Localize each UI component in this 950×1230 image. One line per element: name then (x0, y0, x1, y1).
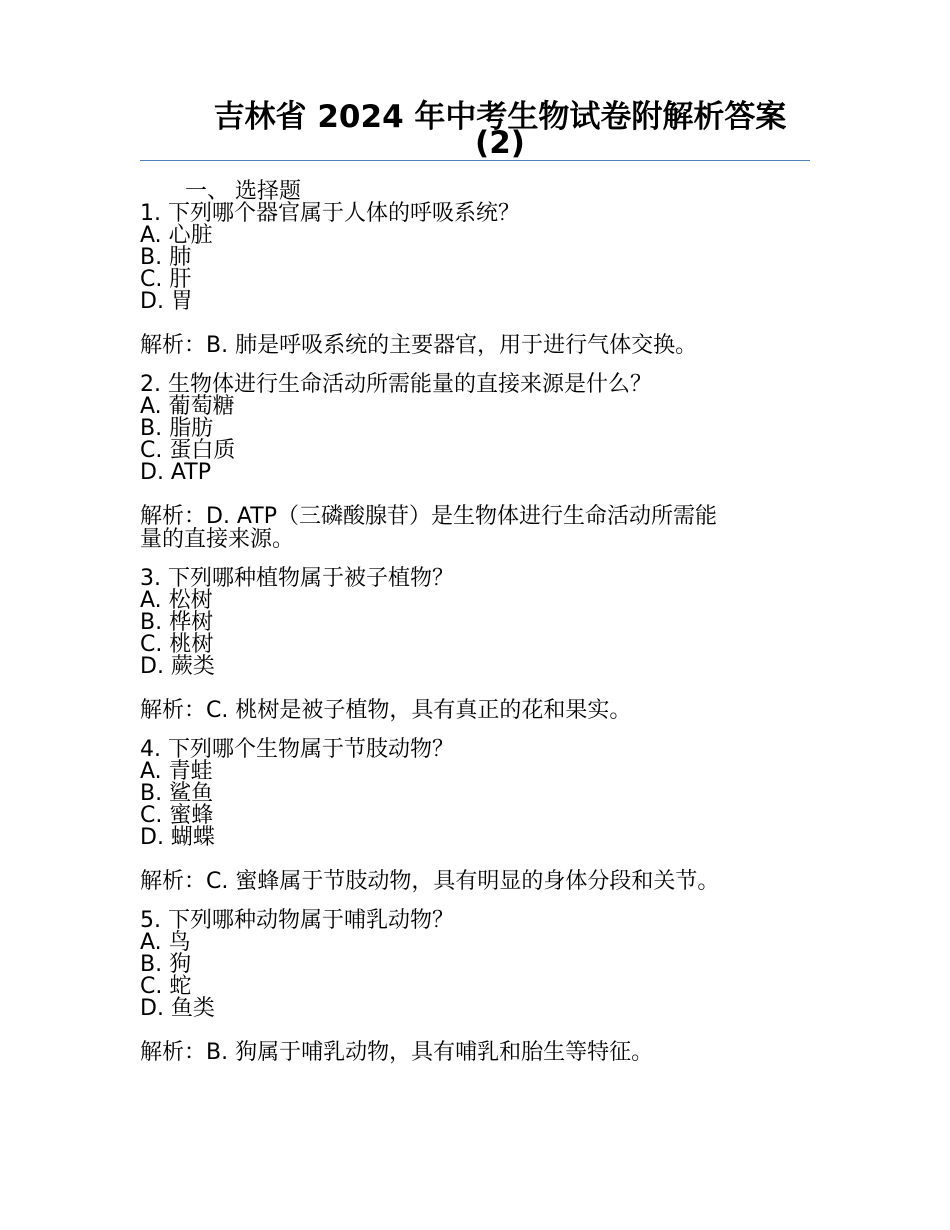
section-number: 一、 (185, 179, 230, 204)
option-d: D. 蕨类 (140, 654, 215, 679)
option-d: D. ATP (140, 460, 211, 485)
option-a: A. 葡萄糖 (140, 394, 235, 419)
option-b: B. 肺 (140, 245, 192, 270)
answer-analysis: 解析：C. 蜜蜂属于节肢动物，具有明显的身体分段和关节。 (140, 869, 720, 894)
option-a: A. 鸟 (140, 930, 191, 955)
option-c: C. 蜜蜂 (140, 803, 214, 828)
option-d: D. 蝴蝶 (140, 825, 215, 850)
option-c: C. 肝 (140, 267, 192, 292)
question-text: 3. 下列哪种植物属于被子植物？ (140, 566, 454, 591)
answer-analysis: 解析：B. 肺是呼吸系统的主要器官，用于进行气体交换。 (140, 333, 698, 358)
question-text: 2. 生物体进行生命活动所需能量的直接来源是什么？ (140, 372, 652, 397)
option-a: A. 松树 (140, 588, 213, 613)
question-block (140, 739, 820, 893)
title-divider (140, 160, 810, 161)
option-d: D. 鱼类 (140, 996, 215, 1021)
question-text: 4. 下列哪个生物属于节肢动物？ (140, 737, 454, 762)
option-c: C. 蛇 (140, 974, 192, 999)
analysis-line-1: 解析：D. ATP（三磷酸腺苷）是生物体进行生命活动所需能 (140, 504, 717, 529)
question-block (140, 374, 820, 551)
document-body (140, 181, 820, 1081)
question-block (140, 203, 820, 357)
option-a: A. 心脏 (140, 223, 213, 248)
question-block (140, 910, 820, 1064)
section-label: 选择题 (235, 179, 302, 204)
answer-analysis: 解析：C. 桃树是被子植物，具有真正的花和果实。 (140, 698, 632, 723)
question-block (140, 568, 820, 722)
option-b: B. 鲨鱼 (140, 781, 214, 806)
question-text: 1. 下列哪个器官属于人体的呼吸系统？ (140, 201, 520, 226)
analysis-line-2: 量的直接来源。 (140, 527, 295, 552)
option-d: D. 胃 (140, 289, 193, 314)
question-text: 5. 下列哪种动物属于哺乳动物？ (140, 908, 454, 933)
section-heading (185, 181, 820, 203)
answer-analysis: 解析：B. 狗属于哺乳动物，具有哺乳和胎生等特征。 (140, 1040, 654, 1065)
document-title (140, 99, 860, 161)
answer-analysis (140, 505, 820, 551)
option-b: B. 脂肪 (140, 416, 214, 441)
title-line-1: 吉林省 2024 年中考生物试卷附解析答案 (213, 99, 787, 135)
option-a: A. 青蛙 (140, 759, 213, 784)
title-line-2: (2) (475, 125, 525, 161)
option-c: C. 桃树 (140, 632, 214, 657)
option-b: B. 桦树 (140, 610, 214, 635)
option-c: C. 蛋白质 (140, 438, 236, 463)
option-b: B. 狗 (140, 952, 192, 977)
